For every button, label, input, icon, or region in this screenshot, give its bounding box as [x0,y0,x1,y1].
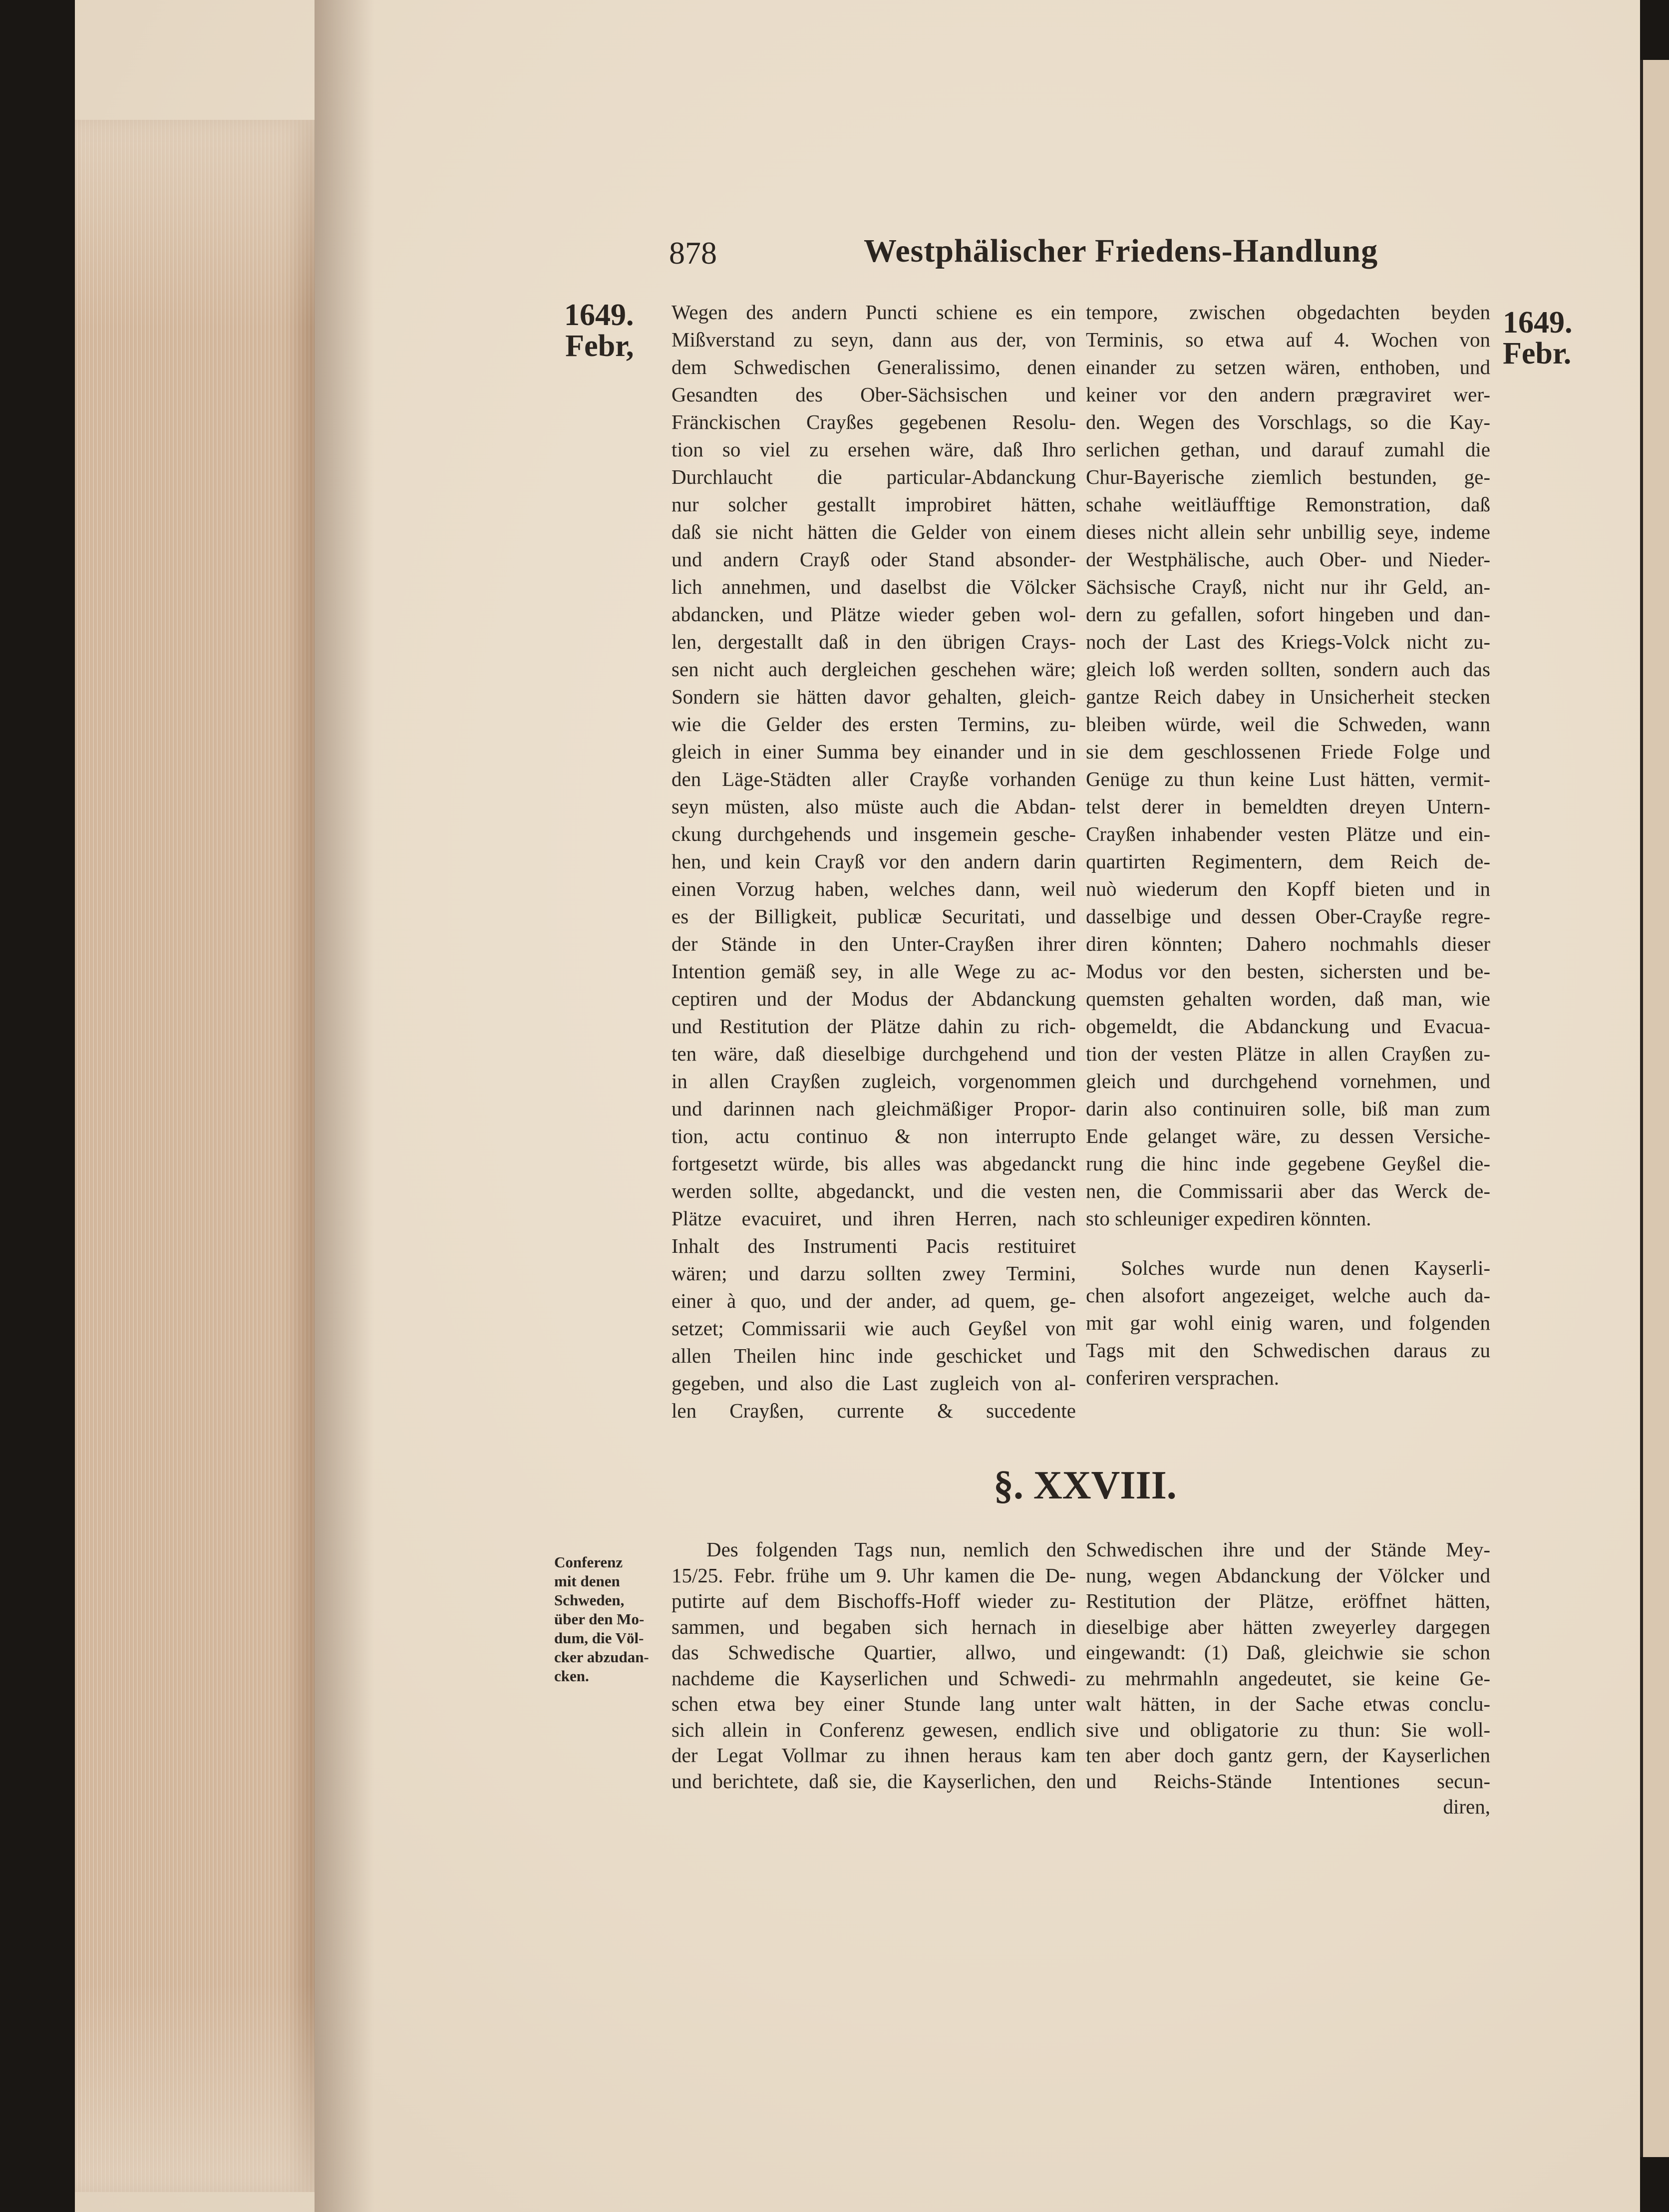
text-line: gantze Reich dabey in Unsicherheit stecken [1086,685,1490,708]
margin-month: Febr. [1503,337,1572,370]
text-line: sive und obligatorie zu thun: Sie woll- [1086,1718,1490,1741]
text-line: Des folgenden Tags nun, nemlich den [706,1538,1076,1561]
text-line: noch der Last des Kriegs-Volck nicht zu- [1086,630,1490,653]
text-line: nachdeme die Kayserlichen und Schwedi- [671,1666,1076,1690]
text-line: Inhalt des Instrumenti Pacis restituiret [671,1234,1076,1257]
text-line: dasselbige und dessen Ober-Crayße regre- [1086,905,1490,928]
text-line: schahe weitläufftige Remonstration, daß [1086,493,1490,516]
text-line: Durchlaucht die particular-Abdanckung [671,465,1076,488]
margin-note [554,1553,649,1686]
text-line: Plätze evacuiret, und ihren Herren, nach [671,1207,1076,1230]
text-line: mit gar wohl einig waren, und folgenden [1086,1311,1490,1334]
text-line: der Stände in den Unter-Crayßen ihrer [671,932,1076,955]
text-line: chen alsofort angezeiget, welche auch da- [1086,1284,1490,1307]
text-line: Mißverstand zu seyn, dann aus der, von [671,328,1076,351]
left-margin-date [564,300,634,362]
text-line: nung, wegen Abdanckung der Völcker und [1086,1563,1490,1587]
margin-note-line: cken. [554,1667,589,1685]
text-line: einander zu setzen wären, enthoben, und [1086,356,1490,378]
text-line: eingewandt: (1) Daß, gleichwie sie schon [1086,1641,1490,1664]
text-line: Gesandten des Ober-Sächsischen und [671,383,1076,406]
text-line: diren, [1443,1795,1490,1818]
text-line: rung die hinc inde gegebene Geyßel die- [1086,1152,1490,1175]
text-line: Tags mit den Schwedischen daraus zu [1086,1339,1490,1362]
text-line: quemsten gehalten worden, daß man, wie [1086,987,1490,1010]
margin-note-line: dum, die Völ- [554,1629,644,1647]
text-line: ckung durchgehends und insgemein gesche- [671,822,1076,845]
text-line: der Legat Vollmar zu ihnen heraus kam [671,1744,1076,1767]
section-heading: §. XXVIII. [994,1464,1177,1507]
text-line: obgemeldt, die Abdanckung und Evacua- [1086,1015,1490,1038]
text-line: abdancken, und Plätze wieder geben wol- [671,603,1076,626]
text-line: putirte auf dem Bischoffs-Hoff wieder zu- [671,1589,1076,1612]
text-line: Sondern sie hätten davor gehalten, gleich- [671,685,1076,708]
text-line: einer à quo, und der ander, ad quem, ge- [671,1289,1076,1312]
page-number: 878 [669,235,717,271]
text-line: der Westphälische, auch Ober- und Nieder- [1086,548,1490,571]
margin-note-line: mit denen [554,1572,620,1590]
text-line: dieses nicht allein sehr unbillig seye, indeme [1086,520,1490,543]
text-line: den Läge-Städten aller Crayße vorhanden [671,767,1076,790]
text-line: keiner vor den andern prægraviret wer- [1086,383,1490,406]
text-line: es der Billigkeit, publicæ Securitati, und [671,905,1076,928]
text-line: ten wäre, daß dieselbige durchgehend und [671,1042,1076,1065]
text-line: und berichtete, daß sie, die Kayserlichen, den [671,1769,1076,1793]
text-line: sich allein in Conferenz gewesen, endlich [671,1718,1076,1741]
text-line: gleich loß werden sollten, sondern auch das [1086,658,1490,681]
text-line: seyn müsten, also müste auch die Abdan- [671,795,1076,818]
text-line: in allen Crayßen zugleich, vorgenommen [671,1070,1076,1093]
text-line: nen, die Commissarii aber das Werck de- [1086,1179,1490,1202]
text-line: Terminis, so etwa auf 4. Wochen von [1086,328,1490,351]
section1-left-column [671,299,1076,1425]
text-line: und Reichs-Stände Intentiones secun- [1086,1769,1490,1793]
facing-page-edge [1640,60,1669,2157]
section1-right-paragraph2 [1086,1254,1490,1392]
text-line: Sächsische Crayß, nicht nur ihr Geld, an- [1086,575,1490,598]
text-line: walt hätten, in der Sache etwas conclu- [1086,1692,1490,1715]
text-line: ceptiren und der Modus der Abdanckung [671,987,1076,1010]
text-line: wären; und darzu sollten zwey Termini, [671,1262,1076,1285]
gutter-shadow [315,0,374,2212]
text-line: sen nicht auch dergleichen geschehen wäre; [671,658,1076,681]
text-line: Modus vor den besten, sichersten und be- [1086,960,1490,983]
margin-note-line: Conferenz [554,1553,623,1571]
text-line: allen Theilen hinc inde geschicket und [671,1344,1076,1367]
text-line: gegeben, und also die Last zugleich von al- [671,1372,1076,1395]
text-line: 15/25. Febr. frühe um 9. Uhr kamen die De- [671,1563,1076,1587]
running-title: Westphälischer Friedens-Handlung [864,233,1378,269]
text-line: conferiren versprachen. [1086,1366,1279,1389]
text-line: nuò wiederum den Kopff bieten und in [1086,877,1490,900]
text-line: zu mehrmahln angedeutet, sie keine Ge- [1086,1666,1490,1690]
text-line: lich annehmen, und daselbst die Völcker [671,575,1076,598]
text-line: dieselbige aber hätten zweyerley dargegen [1086,1615,1490,1638]
text-line: len, dergestallt daß in den übrigen Crays- [671,630,1076,653]
text-line: werden sollte, abgedanckt, und die vesten [671,1179,1076,1202]
text-line: serlichen gethan, und darauf zumahl die [1086,438,1490,461]
section2-left-column [671,1537,1076,1794]
text-line: daß sie nicht hätten die Gelder von einem [671,520,1076,543]
page-edges [75,120,315,2192]
margin-month: Febr, [565,329,634,363]
text-line: gleich und durchgehend vornehmen, und [1086,1070,1490,1093]
text-line: tion, actu continuo & non interrupto [671,1124,1076,1147]
text-line: gleich in einer Summa bey einander und in [671,740,1076,763]
text-line: Fränckischen Crayßes gegebenen Resolu- [671,410,1076,433]
text-line: Genüge zu thun keine Lust hätten, vermit- [1086,767,1490,790]
text-line: Crayßen inhabender vesten Plätze und ein- [1086,822,1490,845]
text-line: Solches wurde nun denen Kayserli- [1121,1256,1490,1279]
text-line: schen etwa bey einer Stunde lang unter [671,1692,1076,1715]
text-line: sto schleuniger expediren könnten. [1086,1207,1371,1230]
text-line: darin also continuiren solle, biß man zum [1086,1097,1490,1120]
text-line: einen Vorzug haben, welches dann, weil [671,877,1076,900]
text-line: fortgesetzt würde, bis alles was abgedanckt [671,1152,1076,1175]
text-line: Wegen des andern Puncti schiene es ein [671,301,1076,324]
text-line: sie dem geschlossenen Friede Folge und [1086,740,1490,763]
text-line: dern zu gefallen, sofort hingeben und dan- [1086,603,1490,626]
text-line: tion so viel zu ersehen wäre, daß Ihro [671,438,1076,461]
text-line: Restitution der Plätze, eröffnet hätten, [1086,1589,1490,1612]
margin-note-line: Schweden, [554,1591,625,1609]
text-line: telst derer in bemeldten dreyen Untern- [1086,795,1490,818]
text-line: dem Schwedischen Generalissimo, denen [671,356,1076,378]
text-line: Chur-Bayerische ziemlich bestunden, ge- [1086,465,1490,488]
section2-right-column [1086,1537,1490,1820]
margin-year: 1649. [564,298,634,332]
text-line: bleiben würde, weil die Schweden, wann [1086,713,1490,736]
section1-right-column [1086,299,1490,1232]
text-line: und andern Crayß oder Stand absonder- [671,548,1076,571]
text-line: und darinnen nach gleichmäßiger Propor- [671,1097,1076,1120]
text-line: das Schwedische Quartier, allwo, und [671,1641,1076,1664]
right-margin-date [1503,307,1573,369]
text-line: Schwedischen ihre und der Stände Mey- [1086,1538,1490,1561]
text-line: diren könnten; Dahero nochmahls dieser [1086,932,1490,955]
text-line: setzet; Commissarii wie auch Geyßel von [671,1317,1076,1340]
text-line: Intention gemäß sey, in alle Wege zu ac- [671,960,1076,983]
text-line: sammen, und begaben sich hernach in [671,1615,1076,1638]
text-line: hen, und kein Crayß vor den andern darin [671,850,1076,873]
text-line: quartirten Regimentern, dem Reich de- [1086,850,1490,873]
text-line: Ende gelanget wäre, zu dessen Versiche- [1086,1124,1490,1147]
text-line: tion der vesten Plätze in allen Crayßen zu- [1086,1042,1490,1065]
margin-year: 1649. [1503,306,1573,340]
text-line: den. Wegen des Vorschlags, so die Kay- [1086,410,1490,433]
text-line: tempore, zwischen obgedachten beyden [1086,301,1490,324]
text-line: wie die Gelder des ersten Termins, zu- [671,713,1076,736]
text-line: nur solcher gestallt improbiret hätten, [671,493,1076,516]
margin-note-line: über den Mo- [554,1610,645,1628]
text-line: len Crayßen, currente & succedente [671,1399,1076,1422]
text-line: ten aber doch gantz gern, der Kayserlichen [1086,1744,1490,1767]
text-line: und Restitution der Plätze dahin zu rich- [671,1015,1076,1038]
margin-note-line: cker abzudan- [554,1648,649,1666]
